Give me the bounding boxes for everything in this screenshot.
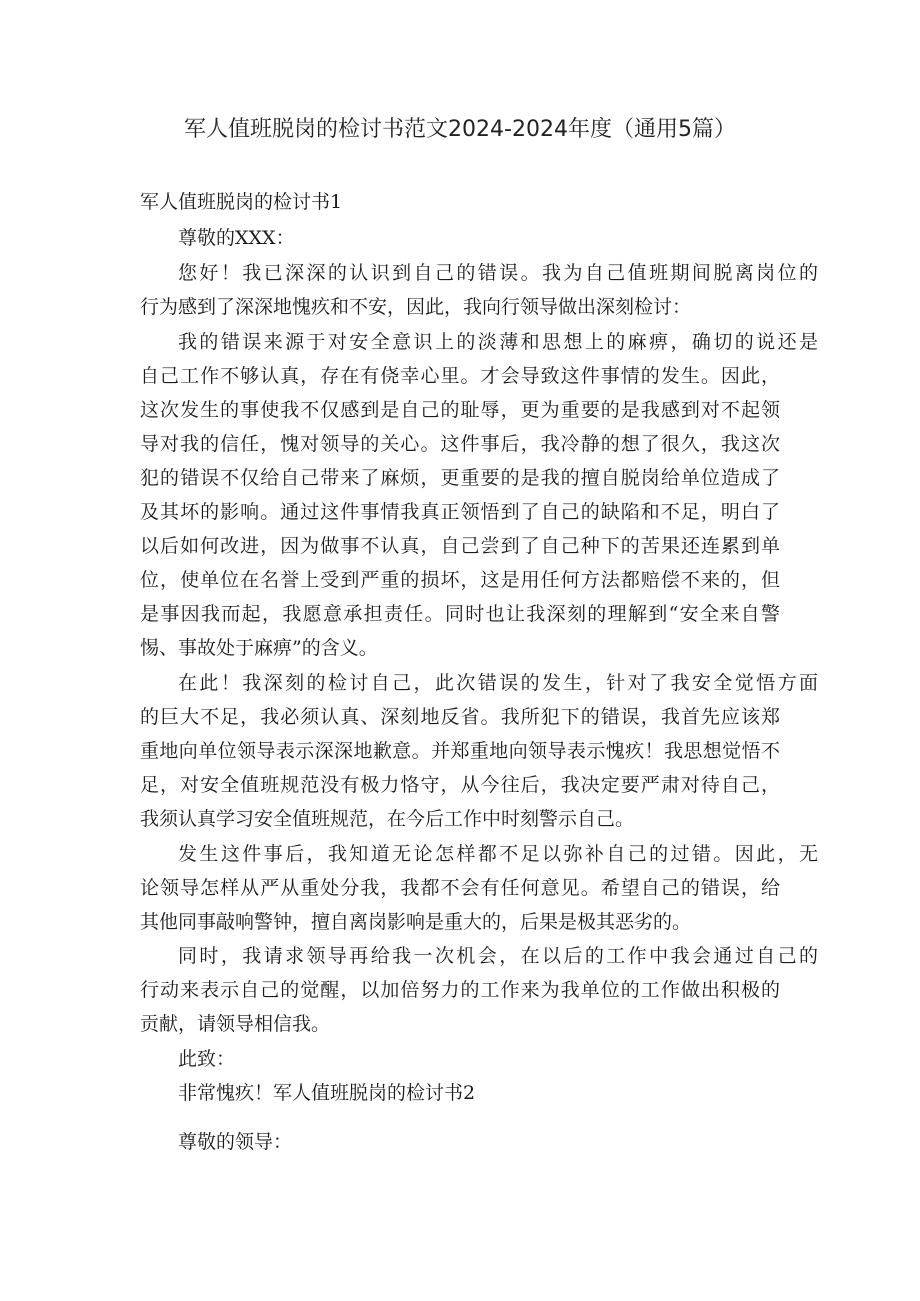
paragraph-line: 我的错误来源于对安全意识上的淡薄和思想上的麻痹，确切的说还是 xyxy=(178,331,818,353)
paragraph-line: 重地向单位领导表示深深地歉意。并郑重地向领导表示愧疚！我思想觉悟不 xyxy=(140,740,780,762)
paragraph-line: 这次发生的事使我不仅感到是自己的耻辱，更为重要的是我感到对不起领 xyxy=(140,399,780,421)
closing-line: 此致： xyxy=(178,1048,236,1070)
paragraph-line: 发生这件事后，我知道无论怎样都不足以弥补自己的过错。因此，无 xyxy=(178,843,818,865)
paragraph-line: 犯的错误不仅给自己带来了麻烦，更重要的是我的擅自脱岗给单位造成了 xyxy=(140,467,780,489)
paragraph-line: 足，对安全值班规范没有极力恪守，从今往后，我决定要严肃对待自己， xyxy=(140,774,780,796)
paragraph-line: 是事因我而起，我愿意承担责任。同时也让我深刻的理解到“安全来自警 xyxy=(140,603,780,625)
paragraph-line: 贡献，请领导相信我。 xyxy=(140,1013,331,1035)
section-heading: 非常愧疚！军人值班脱岗的检讨书2 xyxy=(178,1082,476,1104)
paragraph-line: 位，使单位在名誉上受到严重的损坏，这是用任何方法都赔偿不来的，但 xyxy=(140,569,780,591)
paragraph-line: 行为感到了深深地愧疚和不安，因此，我向行领导做出深刻检讨： xyxy=(140,296,692,318)
paragraph-line: 其他同事敲响警钟，擅自离岗影响是重大的，后果是极其恶劣的。 xyxy=(140,911,692,933)
paragraph-line: 我须认真学习安全值班规范，在今后工作中时刻警示自己。 xyxy=(140,808,635,830)
paragraph-line: 行动来表示自己的觉醒，以加倍努力的工作来为我单位的工作做出积极的 xyxy=(140,979,780,1001)
paragraph-line: 及其坏的影响。通过这件事情我真正领悟到了自己的缺陷和不足，明白了 xyxy=(140,501,780,523)
paragraph-line: 惕、事故处于麻痹”的含义。 xyxy=(140,637,378,659)
section-heading: 军人值班脱岗的检讨书1 xyxy=(140,191,343,213)
salutation: 尊敬的XXX： xyxy=(178,227,295,249)
paragraph-line: 论领导怎样从严从重处分我，我都不会有任何意见。希望自己的错误，给 xyxy=(140,877,780,899)
paragraph-line: 导对我的信任，愧对领导的关心。这件事后，我冷静的想了很久，我这次 xyxy=(140,433,780,455)
paragraph-line: 的巨大不足，我必须认真、深刻地反省。我所犯下的错误，我首先应该郑 xyxy=(140,706,780,728)
salutation: 尊敬的领导： xyxy=(178,1131,293,1153)
paragraph-line: 以后如何改进，因为做事不认真，自己尝到了自己种下的苦果还连累到单 xyxy=(140,535,780,557)
paragraph-line: 在此！我深刻的检讨自己，此次错误的发生，针对了我安全觉悟方面 xyxy=(178,672,818,694)
page-title: 军人值班脱岗的检讨书范文2024-2024年度（通用5篇） xyxy=(184,117,736,142)
paragraph-line: 同时，我请求领导再给我一次机会，在以后的工作中我会通过自己的 xyxy=(178,945,818,967)
paragraph-line: 自己工作不够认真，存在有侥幸心里。才会导致这件事情的发生。因此， xyxy=(140,365,780,387)
paragraph-line: 您好！我已深深的认识到自己的错误。我为自己值班期间脱离岗位的 xyxy=(178,262,818,284)
